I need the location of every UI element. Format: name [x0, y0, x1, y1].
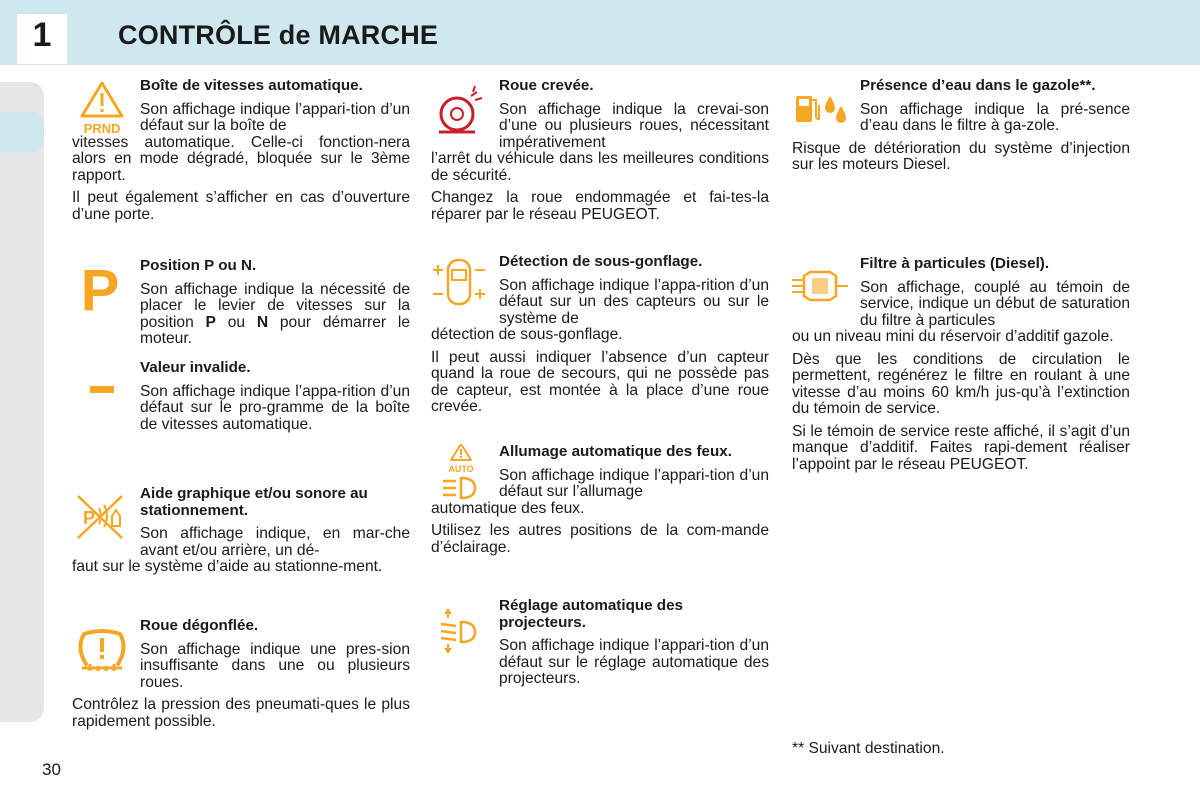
svg-text:P: P: [82, 508, 96, 528]
section-title: Position P ou N.: [140, 257, 257, 274]
paragraph: Son affichage indique l’appari-tion d’un défaut sur le réglage automatique des projecteurs.: [499, 637, 769, 687]
paragraph: Il peut aussi indiquer l’absence d’un capteur quand la roue de secours, qui ne possède pas de capteur, est montée à la place d’une roue crevée.: [431, 348, 769, 415]
punctured-tyre-icon: [431, 78, 491, 138]
section-title: Aide graphique et/ou sonore au stationnement.: [140, 485, 368, 519]
paragraph: Son affichage indique la pré-sence d’eau dans le filtre à ga-zole.: [860, 100, 1130, 134]
section-allumage-feux: [431, 444, 769, 556]
paragraph: Il peut également s’afficher en cas d’ouverture d’une porte.: [72, 189, 410, 223]
section-position-p-n: [72, 258, 410, 348]
section-title: Réglage automatique des projecteurs.: [499, 597, 683, 631]
paragraph: Son affichage indique, en mar-che avant et/ou arrière, un dé-: [140, 525, 410, 559]
section-sous-gonflage: [431, 254, 769, 416]
section-title: Détection de sous-gonflage.: [499, 253, 703, 270]
paragraph: faut sur le système d’aide au stationne-ment.: [72, 558, 383, 575]
section-title: Roue dégonflée.: [140, 617, 259, 634]
section-title: Filtre à particules (Diesel).: [860, 255, 1050, 272]
underinflation-detection-icon: [431, 254, 491, 314]
dash-icon: [72, 360, 132, 420]
svg-text:AUTO: AUTO: [448, 464, 474, 474]
paragraph: Son affichage indique l’appa-rition d’un défaut sur un des capteurs ou sur le système de: [499, 276, 769, 327]
section-title: Allumage automatique des feux.: [499, 443, 732, 460]
paragraph: Son affichage indique l’appari-tion d’un défaut sur l’allumage: [499, 466, 769, 500]
svg-text:PRND: PRND: [83, 121, 121, 134]
tyre-pressure-icon: [72, 618, 132, 678]
parking-aid-icon: [72, 486, 132, 546]
footnote: ** Suivant destination.: [792, 740, 945, 757]
section-reglage-projecteurs: [431, 598, 769, 688]
auto-lights-icon: [431, 444, 491, 504]
paragraph: Dès que les conditions de circulation le permettent, regénérez le filtre en roulant à une vitesse d’au moins 60 km/h jus-qu’à l’extinction du témoin de service.: [792, 350, 1130, 417]
particle-filter-icon: [792, 256, 852, 316]
paragraph: Son affichage indique l’appari-tion d’un défaut sur la boîte de: [140, 100, 410, 134]
paragraph: Changez la roue endommagée et fai-tes-la réparer par le réseau PEUGEOT.: [431, 189, 769, 223]
paragraph: l’arrêt du véhicule dans les meilleures conditions de sécurité.: [431, 150, 769, 184]
water-in-diesel-icon: [792, 78, 852, 138]
page-number: 30: [42, 760, 61, 779]
paragraph: Son affichage indique l’appa-rition d’un défaut sur le pro-gramme de la boîte de vitesses automatique.: [140, 382, 410, 433]
headlamp-levelling-icon: [431, 598, 491, 658]
paragraph: Contrôlez la pression des pneumati-ques le plus rapidement possible.: [72, 696, 410, 730]
section-boite-automatique: [72, 78, 410, 223]
section-filtre-particules: [792, 256, 1130, 473]
paragraph: Risque de détérioration du système d’injection sur les moteurs Diesel.: [792, 139, 1130, 173]
section-title: Roue crevée.: [499, 77, 594, 94]
paragraph: vitesses automatique. Celle-ci fonction-nera alors en mode dégradé, bloquée sur le 3ème rapport.: [72, 133, 410, 184]
position-p-icon: [72, 258, 132, 318]
svg-text:P: P: [80, 258, 120, 318]
side-tab-marker: [0, 112, 44, 152]
section-tab: [17, 14, 67, 64]
paragraph: automatique des feux.: [431, 499, 585, 517]
section-aide-stationnement: [72, 486, 410, 576]
paragraph: détection de sous-gonflage.: [431, 326, 623, 343]
section-eau-gazole: [792, 78, 1130, 174]
side-strip: [0, 82, 44, 722]
section-title: Présence d’eau dans le gazole**.: [860, 77, 1096, 94]
gearbox-warning-icon: [72, 78, 132, 138]
section-roue-crevee: [431, 78, 769, 223]
paragraph: ou un niveau mini du réservoir d’additif gazole.: [792, 328, 1114, 345]
paragraph: Son affichage indique une pres-sion insuffisante dans une ou plusieurs roues.: [140, 640, 410, 691]
paragraph: Son affichage indique la nécessité de placer le levier de vitesses sur la position P ou N pour démarrer le moteur.: [140, 280, 410, 347]
section-valeur-invalide: [72, 360, 410, 433]
paragraph: Si le témoin de service reste affiché, il s’agit d’un manque d’additif. Faites rapi-dement réaliser l’appoint par le réseau PEUGEOT.: [792, 422, 1130, 473]
paragraph: Utilisez les autres positions de la com-mande d’éclairage.: [431, 522, 769, 556]
page-title: CONTRÔLE de MARCHE: [118, 20, 439, 50]
paragraph: Son affichage indique la crevai-son d’une ou plusieurs roues, nécessitant impérativement: [499, 100, 769, 151]
section-roue-degonflee: [72, 618, 410, 730]
section-title: Valeur invalide.: [140, 359, 251, 376]
section-number: 1: [32, 16, 52, 54]
paragraph: Son affichage, couplé au témoin de service, indique un début de saturation du filtre à particules: [860, 278, 1130, 329]
section-title: Boîte de vitesses automatique.: [140, 77, 363, 94]
